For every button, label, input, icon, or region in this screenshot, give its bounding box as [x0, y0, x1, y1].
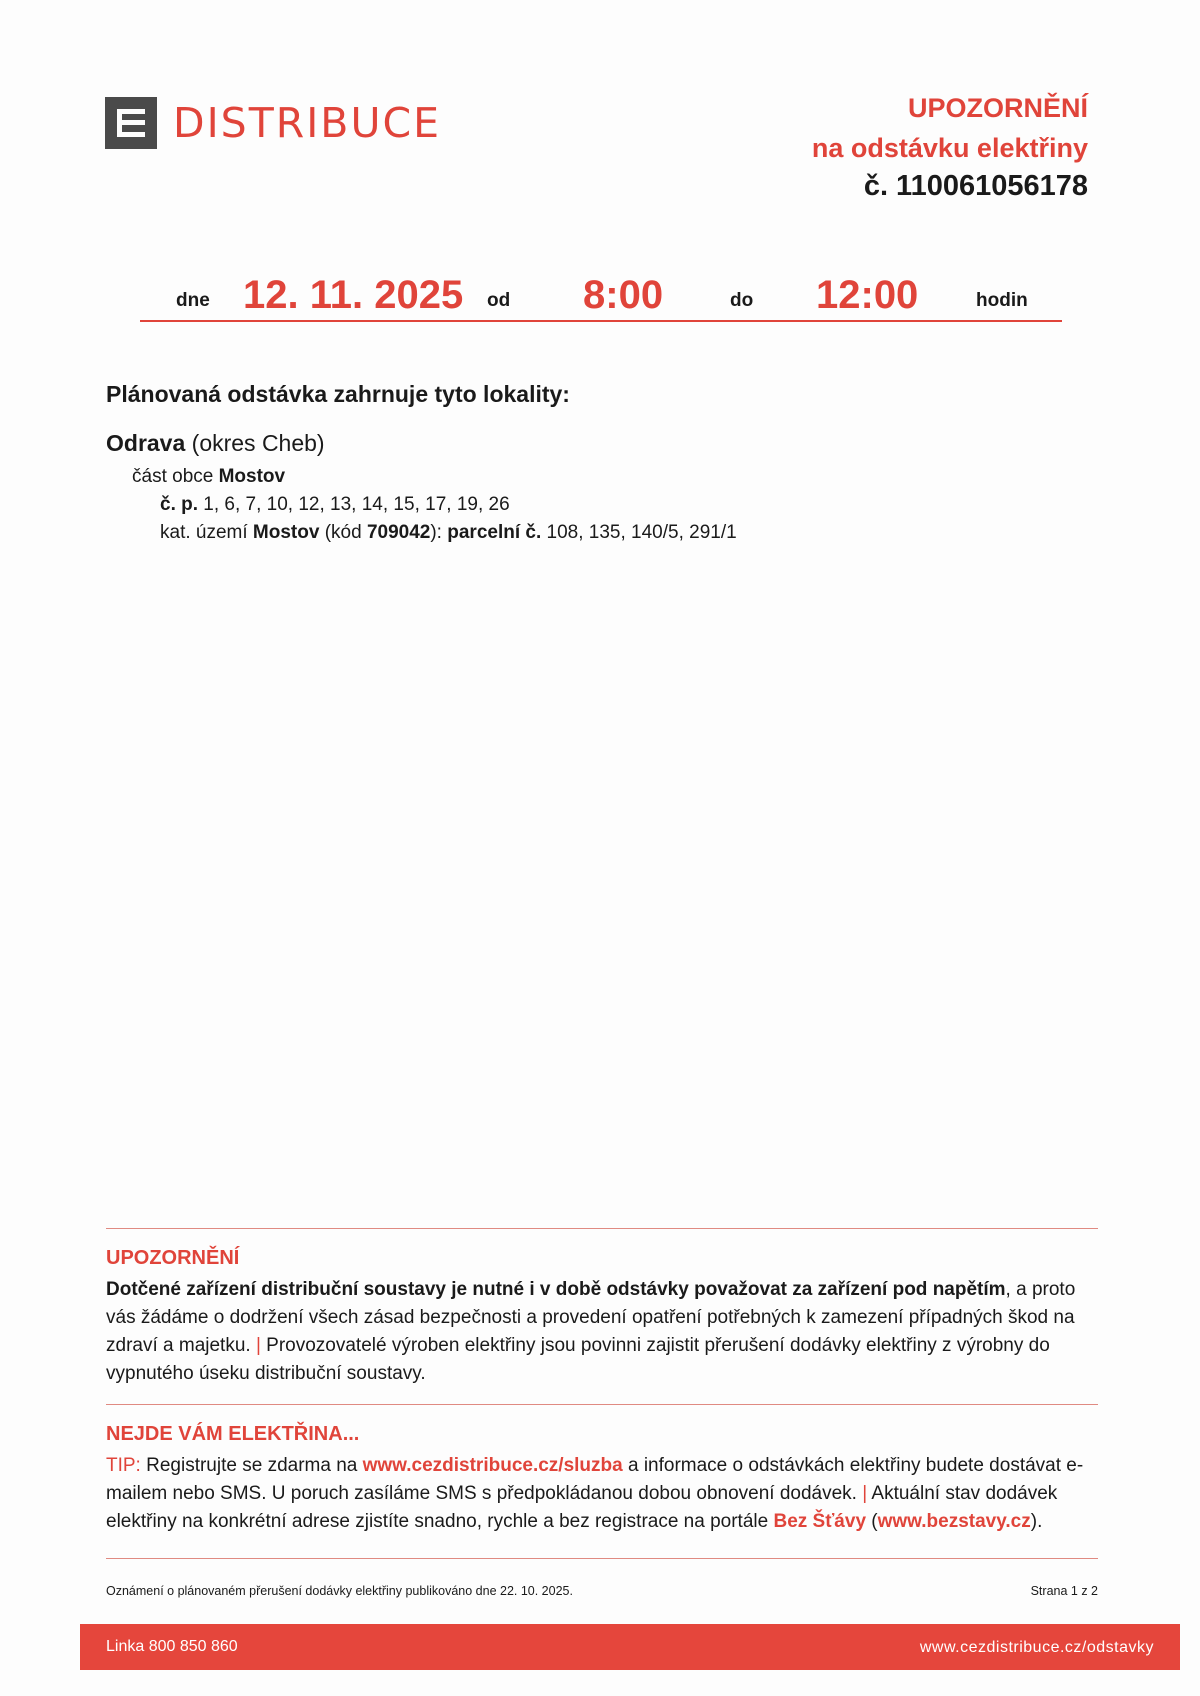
- warning-text: [106, 1276, 1104, 1388]
- logo-e-icon: [105, 97, 157, 149]
- service-link[interactable]: www.cezdistribuce.cz/sluzba: [362, 1455, 623, 1476]
- od-label: od: [487, 290, 511, 311]
- locations-heading: Plánovaná odstávka zahrnuje tyto lokality:: [106, 381, 570, 407]
- bezstavy-link[interactable]: www.bezstavy.cz: [877, 1511, 1031, 1532]
- do-label: do: [730, 290, 754, 311]
- notice-number: č. 110061056178: [863, 170, 1088, 202]
- part-label: část obce: [132, 466, 219, 487]
- house-numbers: [160, 494, 510, 516]
- cadastral-label: kat. území: [160, 522, 253, 543]
- part-name: Mostov: [218, 466, 286, 487]
- warning-title: UPOZORNĚNÍ: [106, 1247, 240, 1269]
- divider: [106, 1228, 1098, 1229]
- no-power-text-3: Aktuální stav dodávek elektřiny na konkrétní adrese zjistíte snadno, rychle a bez registrace na portále: [106, 1483, 1058, 1532]
- no-power-text: [106, 1452, 1104, 1536]
- hotline: Linka 800 850 860: [106, 1638, 238, 1655]
- notice-title: [812, 88, 1088, 168]
- house-numbers-label: č. p.: [160, 494, 199, 515]
- municipality-name: Odrava: [106, 430, 186, 456]
- no-power-title: NEJDE VÁM ELEKTŘINA...: [106, 1423, 360, 1445]
- parcel-label: parcelní č.: [447, 522, 542, 543]
- tip-label: TIP:: [106, 1455, 141, 1476]
- no-power-text-1: Registrujte se zdarma na: [140, 1455, 363, 1476]
- hodin-label: hodin: [976, 290, 1028, 311]
- footer-website-link[interactable]: www.cezdistribuce.cz/odstavky: [919, 1639, 1154, 1656]
- no-power-text-4: (: [866, 1511, 878, 1532]
- municipality: [106, 430, 325, 457]
- code-close: ):: [430, 522, 448, 543]
- page-number: Strana 1 z 2: [1030, 1584, 1098, 1598]
- brand-name: DISTRIBUCE: [173, 99, 441, 147]
- cadastral-parcels: [160, 522, 737, 544]
- warning-text-2: Provozovatelé výroben elektřiny jsou povinni zajistit přerušení dodávky elektřiny z výrobny do vypnutého úseku distribuční soustavy.: [106, 1335, 1050, 1384]
- parcel-list: 108, 135, 140/5, 291/1: [541, 522, 737, 543]
- house-numbers-list: 1, 6, 7, 10, 12, 13, 14, 15, 17, 19, 26: [198, 494, 510, 515]
- footer-bar: [80, 1624, 1180, 1670]
- divider: [106, 1404, 1098, 1405]
- warning-separator: |: [255, 1335, 261, 1356]
- dne-label: dne: [176, 290, 210, 311]
- no-power-text-5: ).: [1030, 1511, 1043, 1532]
- portal-name: Bez Šťávy: [773, 1511, 867, 1532]
- divider: [106, 1558, 1098, 1559]
- outage-date: 12. 11. 2025: [243, 273, 464, 317]
- municipality-part: [132, 466, 285, 488]
- time-to: 12:00: [816, 273, 919, 317]
- notice-title-line2: na odstávku elektřiny: [811, 133, 1088, 163]
- schedule-line: [140, 268, 1062, 322]
- cadastral-code: 709042: [366, 522, 431, 543]
- warning-text-1: , a proto vás žádáme o dodržení všech zásad bezpečnosti a provedení opatření potřebných k zamezení případných škod na zdraví a majetku.: [106, 1279, 1076, 1356]
- code-open: (kód: [319, 522, 367, 543]
- cez-logo: [105, 97, 441, 149]
- publication-note: Oznámení o plánovaném přerušení dodávky elektřiny publikováno dne 22. 10. 2025.: [106, 1584, 573, 1598]
- no-power-text-2: a informace o odstávkách elektřiny budete dostávat e-mailem nebo SMS. U poruch zasíláme SMS s předpokládanou dobou obnovení dodávek.: [106, 1455, 1084, 1504]
- warning-bold-text: Dotčené zařízení distribuční soustavy je nutné i v době odstávky považovat za zařízení pod napětím: [106, 1279, 1006, 1300]
- time-from: 8:00: [583, 273, 664, 317]
- notice-title-line1: UPOZORNĚNÍ: [907, 93, 1088, 123]
- no-power-separator: |: [862, 1483, 868, 1504]
- district: (okres Cheb): [185, 430, 325, 456]
- cadastral-name: Mostov: [252, 522, 320, 543]
